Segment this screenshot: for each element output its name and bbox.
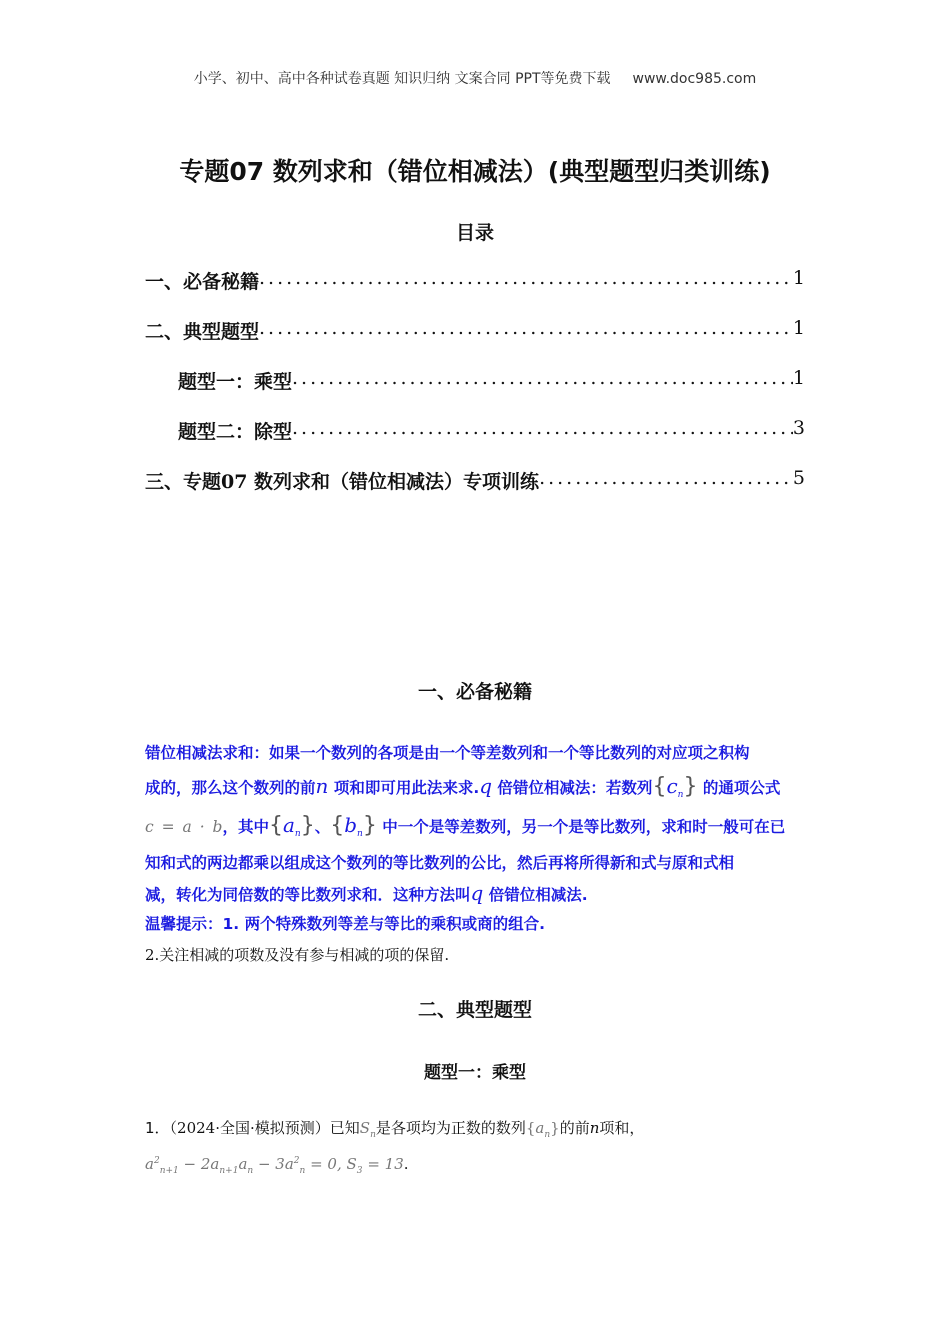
toc-label: 一、必备秘籍 xyxy=(145,271,260,293)
section-heading: 一、必备秘籍 xyxy=(417,681,532,703)
toc-heading: 目录 xyxy=(455,222,494,244)
paragraph-line: 错位相减法求和：如果一个数列的各项是由一个等差数列和一个等比数列的对应项之积构 xyxy=(145,744,750,762)
problem-equation: $a^2_{n+1} - 2a_{n+1}a_n - 3a^2_n = 0$, $S_3 = 13$. xyxy=(145,1155,409,1176)
toc-label: 二、典型题型 xyxy=(145,321,260,343)
toc-item[interactable] xyxy=(178,417,805,444)
toc-page: 1 xyxy=(792,367,805,389)
toc-page: 1 xyxy=(792,317,805,339)
problem-line: 1．（2024·全国·模拟预测）已知$S_n$是各项均为正数的数列$\{a_n\}$的前n项和， xyxy=(145,1119,645,1140)
toc-label: 题型一：乘型 xyxy=(178,371,293,393)
toc-label: 三、专题07 数列求和（错位相减法）专项训练 xyxy=(145,471,540,493)
paragraph-line: c = a · b，其中$\{a_n\}$、$\{b_n\}$ 中一个是等差数列，另一个是等比数列，求和时一般可在已 xyxy=(145,813,786,840)
toc-page: 5 xyxy=(792,467,805,489)
document-title: 专题07 数列求和（错位相减法）(典型题型归类训练) xyxy=(179,157,771,186)
page-header xyxy=(0,68,950,88)
paragraph-line: 知和式的两边都乘以组成这个数列的等比数列的公比，然后再将所得新和式与原和式相 xyxy=(145,854,735,872)
formula: c = a · b xyxy=(145,818,223,836)
header-text: 小学、初中、高中各种试卷真题 知识归纳 文案合同 PPT等免费下载 xyxy=(193,71,611,87)
section-heading: 二、典型题型 xyxy=(417,999,532,1021)
toc-item[interactable] xyxy=(145,467,805,494)
subsection-heading: 题型一：乘型 xyxy=(424,1063,526,1083)
toc-leader xyxy=(259,317,793,344)
toc-leader xyxy=(292,367,793,394)
toc-item[interactable] xyxy=(145,317,805,344)
toc-leader xyxy=(292,417,793,444)
toc-label: 题型二：除型 xyxy=(178,421,293,443)
toc-leader xyxy=(539,467,793,494)
paragraph-line: 成的，那么这个数列的前n 项和即可用此法来求.q 倍错位相减法：若数列$\{c_n\}$ 的通项公式 xyxy=(145,774,781,801)
toc-page: 1 xyxy=(792,267,805,289)
toc-page: 3 xyxy=(792,417,805,439)
toc-item[interactable] xyxy=(178,367,805,394)
toc-item[interactable] xyxy=(145,267,805,294)
tip-line: 温馨提示：1. 两个特殊数列等差与等比的乘积或商的组合. xyxy=(145,915,545,933)
header-url[interactable]: www.doc985.com xyxy=(632,71,757,87)
tip-line: 2.关注相减的项数及没有参与相减的项的保留. xyxy=(145,946,450,964)
paragraph-line: 减，转化为同倍数的等比数列求和．这种方法叫q 倍错位相减法. xyxy=(145,881,588,905)
toc-leader xyxy=(259,267,793,294)
